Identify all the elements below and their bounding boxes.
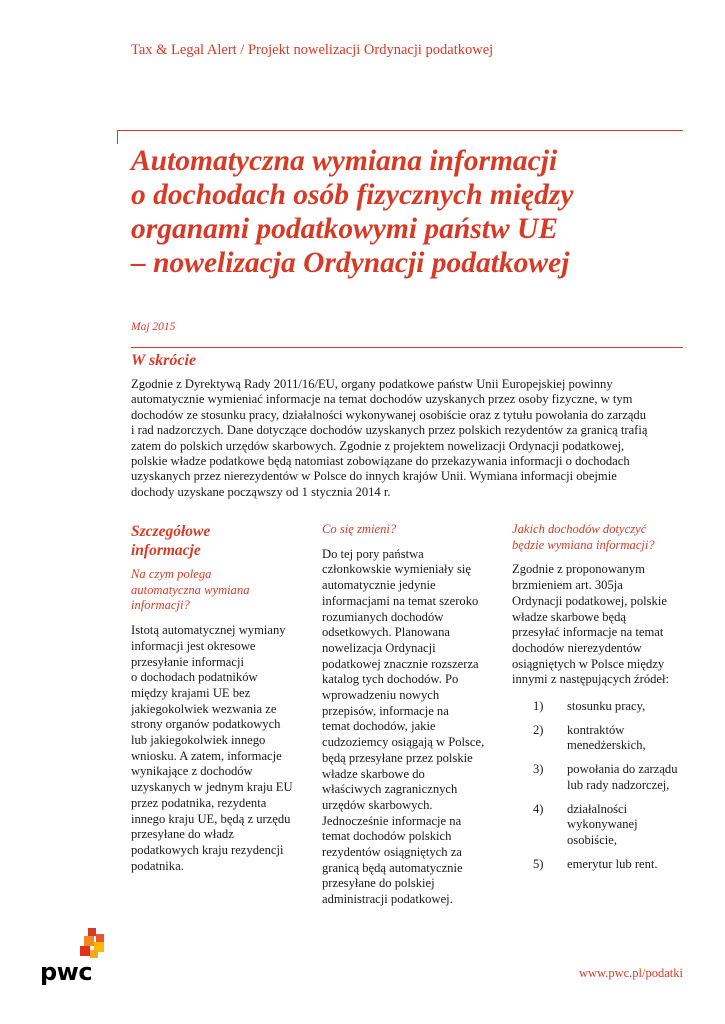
- pwc-logo-mark: [78, 928, 110, 960]
- details-heading: [131, 522, 297, 560]
- income-sources-column: [512, 522, 687, 880]
- body-line: Do tej pory państwa: [322, 546, 424, 561]
- body-line: podatnika.: [131, 858, 184, 873]
- summary-line: dochody uzyskane począwszy od 1 stycznia 2014 r.: [131, 484, 391, 499]
- logo-square: [96, 934, 104, 942]
- summary-line: uzyskanych przez nierezydentów w Polsce do innych krajów Unii. Wymiana informacji obejmie: [131, 469, 617, 484]
- list-number: 2): [533, 722, 544, 737]
- body-line: lub jakiegokolwiek innego: [131, 733, 266, 748]
- body-line: wynikające z dochodów: [131, 764, 253, 779]
- list-line: kontraktów: [567, 722, 625, 737]
- body-line: katalog tych dochodów. Po: [322, 672, 459, 687]
- body-line: wprowadzeniu nowych: [322, 688, 440, 703]
- list-number: 5): [533, 856, 544, 871]
- body-line: informacji jest okresowe: [131, 638, 256, 653]
- body-line: Istotą automatycznej wymiany: [131, 623, 286, 638]
- list-line: stosunku pracy,: [567, 699, 646, 714]
- changes-body: [322, 547, 490, 908]
- income-sources-subheading: [512, 522, 687, 553]
- list-item: [512, 723, 687, 754]
- summary-paragraph: [131, 377, 687, 500]
- body-line: właściwych zagranicznych: [322, 782, 458, 797]
- summary-line: automatycznie wymieniać informacje na temat dochodów uzyskanych przez osoby fizyczne, w tym: [131, 392, 633, 407]
- body-line: osiągniętych w Polsce między: [512, 656, 665, 671]
- details-column: [131, 522, 297, 874]
- list-line: działalności: [567, 801, 628, 816]
- body-line: przesyłanie informacji: [131, 654, 244, 669]
- body-line: dochodów nierezydentów: [512, 640, 642, 655]
- section-rule: [131, 347, 683, 348]
- heading-line: informacje: [131, 542, 201, 559]
- summary-line: zatem do polskich urzędów skarbowych. Zgodnie z projektem nowelizacji Ordynacji podatkowej,: [131, 438, 625, 453]
- body-line: innymi z następujących źródeł:: [512, 672, 670, 687]
- summary-line: polskie władze podatkowe będą natomiast zobowiązane do przekazywania informacji o dochodach: [131, 454, 630, 469]
- body-line: Ordynacji podatkowej, polskie: [512, 593, 667, 608]
- list-text: [567, 723, 646, 754]
- body-line: będą przesyłane przez polskie: [322, 750, 473, 765]
- logo-square: [90, 950, 98, 958]
- body-line: administracji podatkowej.: [322, 892, 453, 907]
- title-line: Automatyczna wymiana informacji: [131, 145, 558, 177]
- details-body: [131, 623, 297, 874]
- summary-heading: W skrócie: [131, 352, 197, 369]
- body-line: Jednocześnie informacje na: [322, 813, 462, 828]
- subheading-line: będzie wymiana informacji?: [512, 537, 655, 552]
- body-line: o dochodach podatników: [131, 670, 258, 685]
- title-line: organami podatkowymi państw UE: [131, 213, 559, 245]
- title-line: o dochodach osób fizycznych między: [131, 179, 574, 211]
- summary-line: Zgodnie z Dyrektywą Rady 2011/16/EU, organy podatkowe państw Unii Europejskiej powinny: [131, 377, 613, 391]
- body-line: rezydentów osiągniętych za: [322, 845, 462, 860]
- list-line: emerytur lub rent.: [567, 856, 658, 871]
- body-line: przepisów, informacje na: [322, 703, 449, 718]
- list-text: [567, 857, 658, 873]
- body-line: podatkowych kraju rezydencji: [131, 842, 284, 857]
- list-line: wykonywanej: [567, 817, 638, 832]
- body-line: przesyłane do polskiej: [322, 876, 435, 891]
- pwc-logo-text: pwc: [40, 958, 93, 986]
- list-line: powołania do zarządu: [567, 762, 678, 777]
- body-line: podatkowej znacznie rozszerza: [322, 656, 479, 671]
- body-line: temat dochodów polskich: [322, 829, 452, 844]
- subheading-line: Co się zmieni?: [322, 522, 397, 536]
- body-line: uzyskanych w jednym kraju EU: [131, 780, 293, 795]
- body-line: Zgodnie z proponowanym: [512, 562, 645, 577]
- header-breadcrumb: Tax & Legal Alert / Projekt nowelizacji Ordynacji podatkowej: [131, 42, 494, 58]
- body-line: przesyłane do władz: [131, 827, 234, 842]
- body-line: cudzoziemcy osiągają w Polsce,: [322, 735, 485, 750]
- body-line: wniosku. A zatem, informacje: [131, 748, 282, 763]
- body-line: rozumianych dochodów: [322, 609, 444, 624]
- list-number: 3): [533, 762, 544, 777]
- body-line: władze skarbowe będą: [512, 609, 626, 624]
- body-line: między krajami UE bez: [131, 685, 251, 700]
- body-line: strony organów podatkowych: [131, 717, 281, 732]
- heading-line: Szczegółowe: [131, 523, 211, 540]
- body-line: odsetkowych. Planowana: [322, 625, 451, 640]
- subheading-line: Na czym polega: [131, 567, 212, 581]
- top-rule: [117, 130, 683, 131]
- body-line: przez podatnika, rezydenta: [131, 795, 267, 810]
- body-line: członkowskie wymieniały się: [322, 562, 471, 577]
- subheading-line: automatyczna wymiana: [131, 582, 250, 597]
- subheading-line: Jakich dochodów dotyczyć: [512, 522, 647, 536]
- details-subheading: [131, 567, 297, 614]
- body-line: jakiegokolwiek wezwania ze: [131, 701, 277, 716]
- logo-square: [80, 946, 90, 956]
- list-line: lub rady nadzorczej,: [567, 777, 670, 792]
- body-line: brzmieniem art. 305ja: [512, 578, 623, 593]
- list-line: menedżerskich,: [567, 738, 646, 753]
- page-title: [131, 144, 691, 280]
- publication-date: Maj 2015: [131, 321, 176, 333]
- list-text: [567, 699, 645, 715]
- summary-line: i rad nadzorczych. Dane dotyczące dochodów uzyskanych przez polskich rezydentów za granicą trafią: [131, 423, 648, 438]
- list-line: osobiście,: [567, 832, 618, 847]
- body-line: władze skarbowe do: [322, 766, 425, 781]
- list-text: [567, 762, 678, 793]
- body-line: nowelizacja Ordynacji: [322, 640, 436, 655]
- footer-link[interactable]: www.pwc.pl/podatki: [578, 966, 683, 980]
- logo-square: [84, 936, 94, 946]
- list-item: [512, 699, 687, 715]
- changes-subheading: [322, 522, 490, 538]
- summary-line: dochodów ze stosunku pracy, działalności wykonywanej osobiście oraz z tytułu powołania do zarządu: [131, 407, 647, 422]
- list-item: [512, 762, 687, 793]
- list-text: [567, 802, 638, 849]
- body-line: temat dochodów, jakie: [322, 719, 436, 734]
- income-sources-list: [512, 699, 687, 872]
- list-item: [512, 857, 687, 873]
- top-rule-tick: [117, 130, 118, 144]
- income-sources-body: [512, 562, 687, 688]
- body-line: innego kraju UE, będą z urzędu: [131, 811, 291, 826]
- title-line: – nowelizacja Ordynacji podatkowej: [131, 247, 570, 279]
- body-line: automatycznie jedynie: [322, 578, 436, 593]
- list-number: 4): [533, 801, 544, 816]
- body-line: urzędów skarbowych.: [322, 797, 433, 812]
- list-number: 1): [533, 699, 544, 714]
- logo-square: [88, 928, 96, 936]
- changes-column: [322, 522, 490, 908]
- body-line: przesyłać informacje na temat: [512, 625, 664, 640]
- body-line: informacjami na temat szeroko: [322, 593, 479, 608]
- subheading-line: informacji?: [131, 598, 190, 613]
- body-line: granicą będą automatycznie: [322, 860, 463, 875]
- list-item: [512, 802, 687, 849]
